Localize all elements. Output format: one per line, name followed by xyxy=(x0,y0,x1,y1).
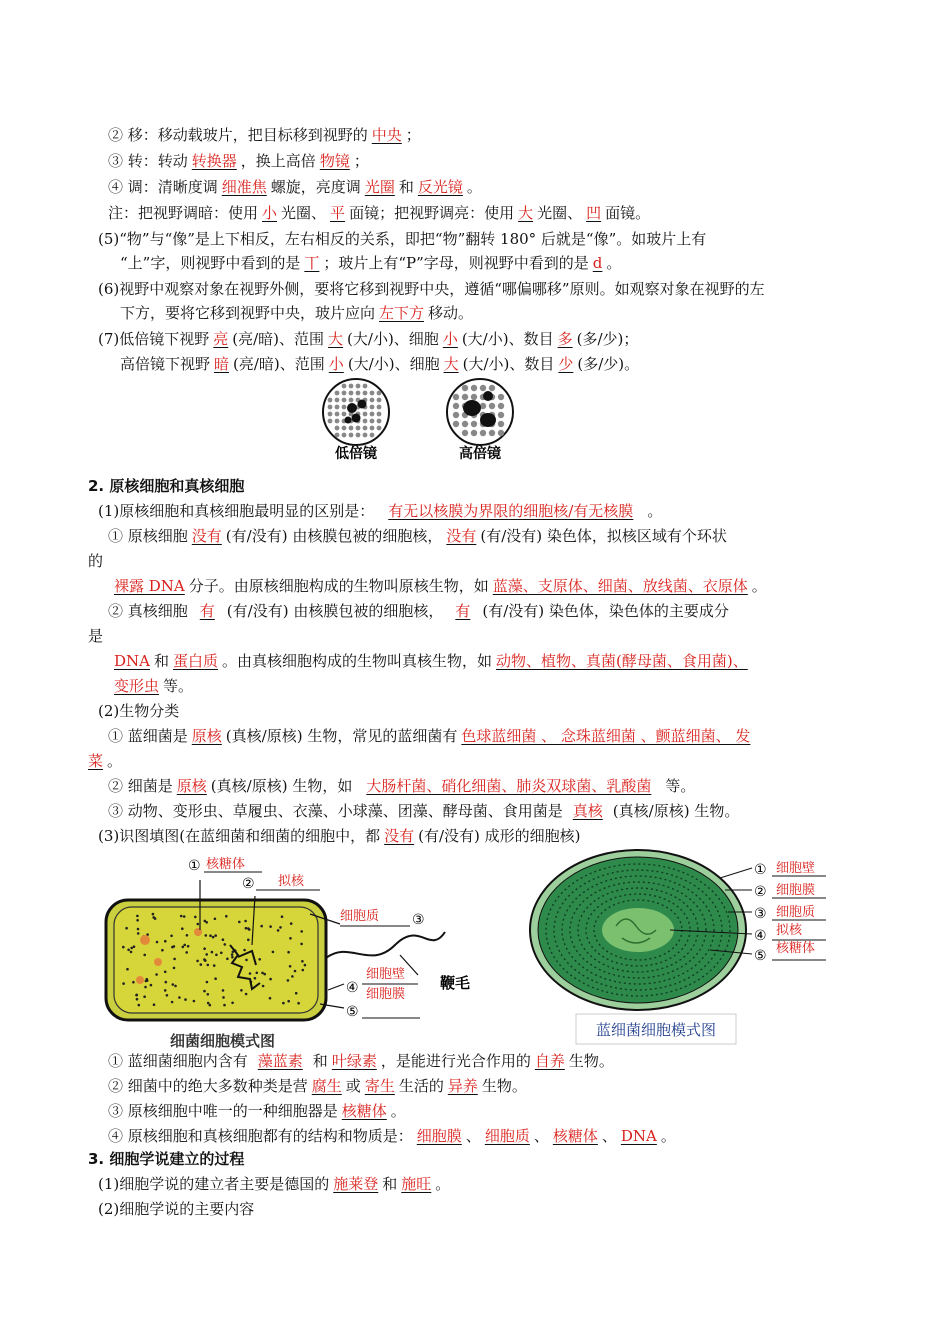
fill-4: ④ 原核细胞和真核细胞都有的结构和物质是： 细胞膜 、 细胞质 、 核糖体 、 DNA 。 xyxy=(108,1127,676,1145)
q1-eukaryote-wrap: 是 xyxy=(88,627,104,645)
q2-bacteria: ② 细菌是 原核 (真核/原核) 生物，如 大肠杆菌、硝化细菌、肺炎双球菌、乳酸菌 等。 xyxy=(108,777,696,795)
step-adjust: ④ 调：清晰度调 细准焦 螺旋，亮度调 光圈 和 反光镜 。 xyxy=(108,178,482,196)
fill-1: ① 蓝细菌细胞内含有 藻蓝素 和 叶绿素 ，是能进行光合作用的 自养 生物。 xyxy=(108,1052,614,1070)
q1-prokaryote-examples: 裸露 DNA 分子。由原核细胞构成的生物叫原核生物，如 蓝藻、支原体、细菌、放线菌、衣原体 。 xyxy=(114,577,767,595)
cyano-label-cell-wall: 细胞壁 xyxy=(776,861,816,876)
q1-prokaryote: ① 原核细胞 没有 (有/没有) 由核膜包被的细胞核， 没有 (有/没有) 染色体，拟核区域有个环状 xyxy=(108,527,727,545)
q2-cyanobacteria-wrap: 菜 。 xyxy=(88,752,123,770)
q3-diagram-prompt: (3)识图填图(在蓝细菌和细菌的细胞中，都 没有 (有/没有) 成形的细胞核) xyxy=(98,827,581,845)
cyano-label-cytoplasm: 细胞质 xyxy=(776,905,816,920)
q2-classification: (2)生物分类 xyxy=(98,702,180,720)
section-2-title: 2. 原核细胞和真核细胞 xyxy=(88,477,245,495)
section-3-title: 3. 细胞学说建立的过程 xyxy=(88,1150,245,1168)
bacteria-label-flagellum: 鞭毛 xyxy=(440,974,471,992)
point-7-high: 高倍镜下视野 暗 (亮/暗)、范围 小 (大/小)、细胞 大 (大/小)、数目 少 (多/少)。 xyxy=(120,355,640,373)
cyano-num-1: ① xyxy=(754,862,767,878)
step-turn: ③ 转：转动 转换器 ，换上高倍 物镜 ； xyxy=(108,152,369,170)
point-5-line1: (5)“物”与“像”是上下相反，左右相反的关系，即把“物”翻转 180° 后就是“像”。如玻片上有 xyxy=(98,230,707,248)
bacteria-label-cell-wall: 细胞壁 xyxy=(366,967,406,982)
point-7-low: (7)低倍镜下视野 亮 (亮/暗)、范围 大 (大/小)、细胞 小 (大/小)、数目 多 (多/少)； xyxy=(98,330,639,348)
brightness-note: 注：把视野调暗：使用 小 光圈、 平 面镜；把视野调亮：使用 大 光圈、 凹 面镜。 xyxy=(108,204,651,222)
microscope-fields-figure xyxy=(318,374,518,464)
bacteria-label-ribosome: 核糖体 xyxy=(206,857,246,872)
bacteria-cell-diagram xyxy=(100,850,490,1050)
q1-eukaryote: ② 真核细胞 有 (有/没有) 由核膜包被的细胞核， 有 (有/没有) 染色体，染色体的主要成分 xyxy=(108,602,729,620)
cyano-caption: 蓝细菌细胞模式图 xyxy=(595,1021,717,1039)
point-6-line2: 下方，要将它移到视野中央，玻片应向 左下方 移动。 xyxy=(120,304,474,322)
cyano-num-5: ⑤ xyxy=(754,948,767,964)
sec3-q1: (1)细胞学说的建立者主要是德国的 施莱登 和 施旺 。 xyxy=(98,1175,451,1193)
q2-eukaryotes: ③ 动物、变形虫、草履虫、衣藻、小球藻、团藻、酵母菌、食用菌是 真核 (真核/原核) 生物。 xyxy=(108,802,740,820)
bacteria-label-cytoplasm: 细胞质 xyxy=(340,909,380,924)
high-power-field xyxy=(447,379,513,445)
cyano-label-ribosome: 核糖体 xyxy=(776,941,816,956)
q1-eukaryote-examples-2: 变形虫 等。 xyxy=(114,677,194,695)
cyano-num-4: ④ xyxy=(754,928,767,944)
point-5-line2: “上”字，则视野中看到的是 丅 ；玻片上有“P”字母，则视野中看到的是 d 。 xyxy=(120,254,622,272)
q2-cyanobacteria: ① 蓝细菌是 原核 (真核/原核) 生物，常见的蓝细菌有 色球蓝细菌 、 念珠蓝细菌 、颤蓝细菌、 发 xyxy=(108,727,751,745)
q1-main-difference: (1)原核细胞和真核细胞最明显的区别是： 有无以核膜为界限的细胞核/有无核膜 。 xyxy=(98,502,663,520)
bacteria-num-1: ① xyxy=(188,858,201,874)
sec3-q2: (2)细胞学说的主要内容 xyxy=(98,1200,255,1218)
q1-eukaryote-examples: DNA 和 蛋白质 。由真核细胞构成的生物叫真核生物，如 动物、植物、真菌(酵母菌、食用菌)、 xyxy=(114,652,748,670)
bacteria-num-5: ⑤ xyxy=(346,1004,359,1020)
low-power-label: 低倍镜 xyxy=(335,446,377,462)
fill-3: ③ 原核细胞中唯一的一种细胞器是 核糖体 。 xyxy=(108,1102,406,1120)
fill-2: ② 细菌中的绝大多数种类是营 腐生 或 寄生 生活的 异养 生物。 xyxy=(108,1077,527,1095)
flagellum-shape xyxy=(326,932,445,958)
cyano-num-2: ② xyxy=(754,884,767,900)
low-power-field xyxy=(323,379,389,445)
bacteria-num-4: ④ xyxy=(346,980,359,996)
cyano-label-membrane: 细胞膜 xyxy=(776,883,816,898)
bacteria-num-2: ② xyxy=(242,876,255,892)
cyano-num-3: ③ xyxy=(754,906,767,922)
bacteria-num-3: ③ xyxy=(412,912,425,928)
high-power-label: 高倍镜 xyxy=(459,446,501,462)
bacteria-label-membrane: 细胞膜 xyxy=(366,987,406,1002)
q1-prokaryote-wrap: 的 xyxy=(88,552,104,570)
bacteria-caption: 细菌细胞模式图 xyxy=(170,1032,276,1050)
step-move: ② 移：移动载玻片，把目标移到视野的 中央 ； xyxy=(108,126,421,144)
cyano-label-nucleoid: 拟核 xyxy=(776,923,803,938)
cyanobacteria-cell-diagram xyxy=(520,838,850,1050)
bacteria-label-nucleoid: 拟核 xyxy=(278,874,305,889)
point-6-line1: (6)视野中观察对象在视野外侧，要将它移到视野中央，遵循“哪偏哪移”原则。如观察对象在视野的左 xyxy=(98,280,765,298)
